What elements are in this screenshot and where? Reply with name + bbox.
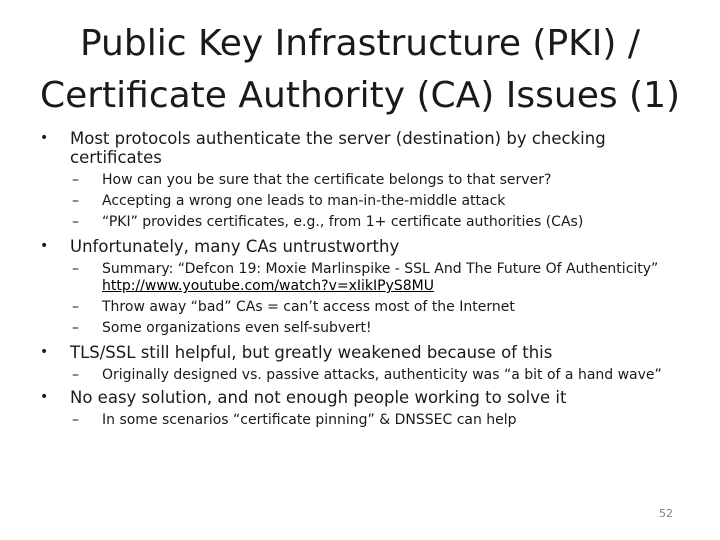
bullet-symbol: • (40, 130, 49, 146)
bullet-item (40, 388, 666, 407)
sub-bullet-item (72, 412, 676, 429)
dash-symbol: – (72, 261, 79, 277)
dash-symbol: – (72, 299, 79, 315)
sub-bullet-text: Throw away “bad” CAs = can’t access most of the Internet (102, 299, 515, 315)
page-number: 52 (659, 507, 673, 520)
sub-bullet-item (72, 193, 676, 210)
sub-bullet-text: Some organizations even self-subvert! (102, 320, 372, 336)
dash-symbol: – (72, 412, 79, 428)
dash-symbol: – (72, 214, 79, 230)
bullet-text: Unfortunately, many CAs untrustworthy (70, 237, 400, 256)
youtube-link[interactable]: http://www.youtube.com/watch?v=xIikIPyS8MU (102, 278, 434, 294)
sub-bullet-item (72, 320, 676, 337)
dash-symbol: – (72, 320, 79, 336)
summary-text: Summary: “Defcon 19: Moxie Marlinspike - SSL And The Future Of Authenticity” (102, 261, 659, 277)
bullet-symbol: • (40, 344, 49, 360)
bullet-symbol: • (40, 238, 49, 254)
bullet-text: Most protocols authenticate the server (destination) by checking certificates (70, 129, 606, 167)
bullet-item (40, 237, 666, 256)
bullet-text: TLS/SSL still helpful, but greatly weakened because of this (70, 343, 553, 362)
sub-bullet-item (72, 299, 676, 316)
sub-bullet-text: Accepting a wrong one leads to man-in-the-middle attack (102, 193, 506, 209)
bullet-item (40, 129, 666, 167)
dash-symbol: – (72, 193, 79, 209)
sub-bullet-text: Originally designed vs. passive attacks, authenticity was “a bit of a hand wave” (102, 367, 662, 383)
sub-bullet-item (72, 214, 676, 231)
slide-title: Public Key Infrastructure (PKI) / Certificate Authority (CA) Issues (1) (39, 23, 681, 116)
sub-bullet-text: In some scenarios “certificate pinning” & DNSSEC can help (102, 412, 517, 428)
dash-symbol: – (72, 172, 79, 188)
sub-bullet-item (72, 367, 676, 384)
bullet-symbol: • (40, 389, 49, 405)
sub-bullet-text: How can you be sure that the certificate belongs to that server? (102, 172, 552, 188)
dash-symbol: – (72, 367, 79, 383)
sub-bullet-item (72, 261, 676, 295)
sub-bullet-item (72, 172, 676, 189)
sub-bullet-text: “PKI” provides certificates, e.g., from 1+ certificate authorities (CAs) (102, 214, 584, 230)
bullet-item (40, 343, 666, 362)
sub-bullet-text (102, 261, 676, 295)
bullet-text: No easy solution, and not enough people working to solve it (70, 388, 567, 407)
